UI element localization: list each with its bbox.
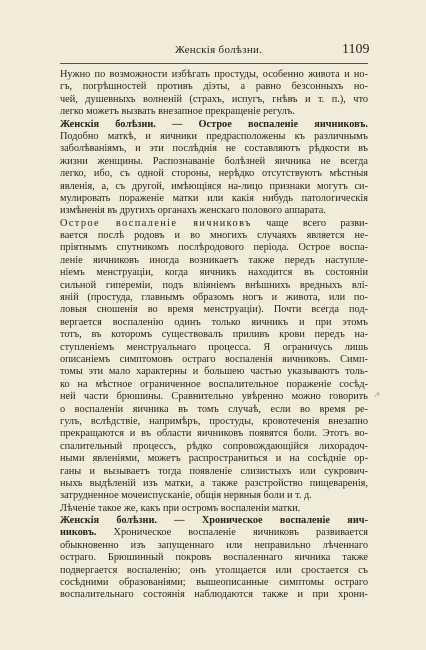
line-text: вается послѣ родовъ и во многихъ случаяхъ является не- bbox=[60, 230, 368, 242]
text-line bbox=[60, 156, 368, 168]
line-text: ныхъ выдѣленій изъ матки, а также разстройство пищеваренія, bbox=[60, 477, 368, 489]
line-text: ступленіемъ менструальнаго процесса. Я ограничусь лишь bbox=[60, 341, 368, 353]
line-text: прекращаются и въ области яичниковъ появятся боли. Этотъ во- bbox=[60, 428, 368, 440]
text-line bbox=[60, 292, 368, 304]
line-text: о воспаленіи яичника въ томъ случаѣ, если во время ре- bbox=[60, 403, 368, 415]
line-text: остраго. Брюшинный покровъ воспаленнаго яичника также bbox=[60, 552, 368, 564]
text-line bbox=[60, 69, 368, 81]
line-text: обыкновенно изъ запущеннаго или неправильно лѣченнаго bbox=[60, 539, 368, 551]
text-line bbox=[60, 453, 368, 465]
line-text: Нужно по возможности избѣгать простуды, особенно живота и но- bbox=[60, 69, 368, 80]
text-line bbox=[60, 527, 368, 539]
text-line bbox=[60, 366, 368, 378]
text-line bbox=[60, 342, 368, 354]
spaced-term: Острое воспаленіе яичниковъ bbox=[60, 217, 252, 229]
line-text: воспалительнаго состоянія наблюдаются также и при хрони- bbox=[60, 589, 368, 601]
line-text: сосѣдними образованіями; вышеописанные симптомы остраго bbox=[60, 577, 368, 589]
text-line bbox=[60, 354, 368, 366]
line-text: описаніемъ симптомовъ остраго воспаленія яичниковъ. Симп- bbox=[60, 353, 368, 365]
line-text: ными явленіями, можетъ распространиться и на сосѣдніе ор- bbox=[60, 453, 368, 465]
text-line bbox=[60, 441, 368, 453]
line-text: ко на мѣстное ограниченное воспалительное пораженіе сосѣд- bbox=[60, 378, 368, 390]
text-line bbox=[60, 552, 368, 564]
line-text: затрудненное мочеиспусканіе, общія нервныя боли и т. д. bbox=[60, 490, 312, 502]
text-line bbox=[60, 143, 368, 155]
line-text: сильной гипереміи, подъ вліяніемъ внѣшнихъ вредныхъ влі- bbox=[60, 279, 368, 291]
line-text: мулировать пораженіе матки или какія нибудь патологическія bbox=[60, 192, 368, 204]
text-line bbox=[60, 589, 368, 601]
text-line bbox=[60, 428, 368, 440]
text-line bbox=[60, 255, 368, 267]
line-text: ніемъ менструаціи, когда яичникъ находится въ состояніи bbox=[60, 267, 368, 279]
text-line bbox=[60, 193, 368, 205]
line-text: гулъ, вслѣдствіе, напримѣръ, простуды, кровотеченія внезапно bbox=[60, 415, 368, 427]
text-line bbox=[60, 304, 368, 316]
line-text: легко можетъ вызвать внезапное прекращеніе регулъ. bbox=[60, 106, 295, 118]
text-line bbox=[60, 181, 368, 193]
line-text: яній (простуда, главнымъ образомъ ногъ и живота, или по- bbox=[60, 292, 368, 304]
line-text: тотъ, въ которомъ существовалъ приливъ крови передъ на- bbox=[60, 329, 368, 341]
line-text: Хроническое воспаленіе яичниковъ развивается bbox=[96, 527, 368, 539]
text-line bbox=[60, 391, 368, 403]
line-text: пріятнымъ спутникомъ послѣродового періода. Острое воспа- bbox=[60, 242, 368, 254]
line-text: гъ, погрѣшностей противъ діэты, а равно безсонныхъ но- bbox=[60, 81, 368, 93]
text-line bbox=[60, 205, 368, 217]
line-text: томы эти мало характерны и большею частью указываютъ толь- bbox=[60, 366, 368, 378]
text-line bbox=[60, 230, 368, 242]
line-text: ганы и вызываетъ тогда появленіе слизистыхъ или сукрович- bbox=[60, 465, 368, 477]
line-text: леніе яичниковъ иногда возникаетъ также передъ наступле- bbox=[60, 254, 368, 266]
text-line bbox=[60, 478, 368, 490]
text-line bbox=[60, 329, 368, 341]
line-text: Подобно маткѣ, и яичники предрасположены къ различнымъ bbox=[60, 130, 368, 142]
section-heading: никовъ. bbox=[60, 527, 97, 539]
text-line bbox=[60, 490, 368, 502]
line-text: заболѣваніямъ, и эти послѣднія не составляютъ рѣдкости въ bbox=[60, 143, 368, 155]
text-line bbox=[60, 577, 368, 589]
header-rule bbox=[60, 63, 368, 64]
text-line bbox=[60, 540, 368, 552]
line-text: ней части брюшины. Сравнительно увѣренно можно говорить bbox=[60, 391, 368, 403]
line-text: чаще всего разви- bbox=[251, 217, 368, 229]
text-line bbox=[60, 404, 368, 416]
text-line bbox=[60, 119, 368, 131]
text-line bbox=[60, 515, 368, 527]
body-text bbox=[60, 69, 368, 602]
line-text: Лѣченіе такое же, какъ при остромъ воспаленіи матки. bbox=[60, 502, 301, 514]
text-line bbox=[60, 168, 368, 180]
line-text: измѣненія въ другихъ органахъ женскаго полового аппарата. bbox=[60, 205, 326, 217]
text-line bbox=[60, 106, 368, 118]
text-line bbox=[60, 466, 368, 478]
text-line bbox=[60, 379, 368, 391]
line-text: ловыя сношенія во время менструаціи). Почти всегда под- bbox=[60, 304, 368, 316]
line-text: явленія, а, съ другой, имѣющіяся на-лицо признаки могутъ си- bbox=[60, 180, 368, 192]
text-line bbox=[60, 317, 368, 329]
text-line bbox=[60, 81, 368, 93]
text-line bbox=[60, 94, 368, 106]
page-number: 1109 bbox=[342, 42, 370, 57]
text-line bbox=[60, 280, 368, 292]
line-text: вергается воспаленію одинъ только яичникъ и при этомъ bbox=[60, 316, 368, 328]
section-heading: Женскія болѣзни. — Острое воспаленіе яичниковъ. bbox=[60, 118, 368, 130]
text-line bbox=[60, 416, 368, 428]
line-text: жизни женщины. Распознаваніе болѣзней яичника не всегда bbox=[60, 155, 368, 167]
text-line bbox=[60, 565, 368, 577]
text-line bbox=[60, 218, 368, 230]
text-line bbox=[60, 503, 368, 515]
line-text: чей, душевныхъ волненій (страхъ, испугъ, гнѣвъ и т. п.), что bbox=[60, 93, 368, 105]
line-text: спалительный процессъ, рѣдко сопровождающійся лихорадоч- bbox=[60, 440, 368, 452]
text-line bbox=[60, 131, 368, 143]
margin-mark: ∙° bbox=[374, 391, 380, 401]
running-header bbox=[0, 44, 426, 60]
line-text: подвергается воспаленію; онъ утолщается или сростается съ bbox=[60, 564, 368, 576]
running-header-title: Женскія болѣзни. bbox=[175, 44, 263, 56]
text-line bbox=[60, 267, 368, 279]
text-line bbox=[60, 242, 368, 254]
section-heading: Женскія болѣзни. — Хроническое воспаленіе яич- bbox=[60, 515, 368, 527]
line-text: легко, ибо, съ одной стороны, нерѣдко отсутствуютъ мѣстныя bbox=[60, 168, 368, 180]
